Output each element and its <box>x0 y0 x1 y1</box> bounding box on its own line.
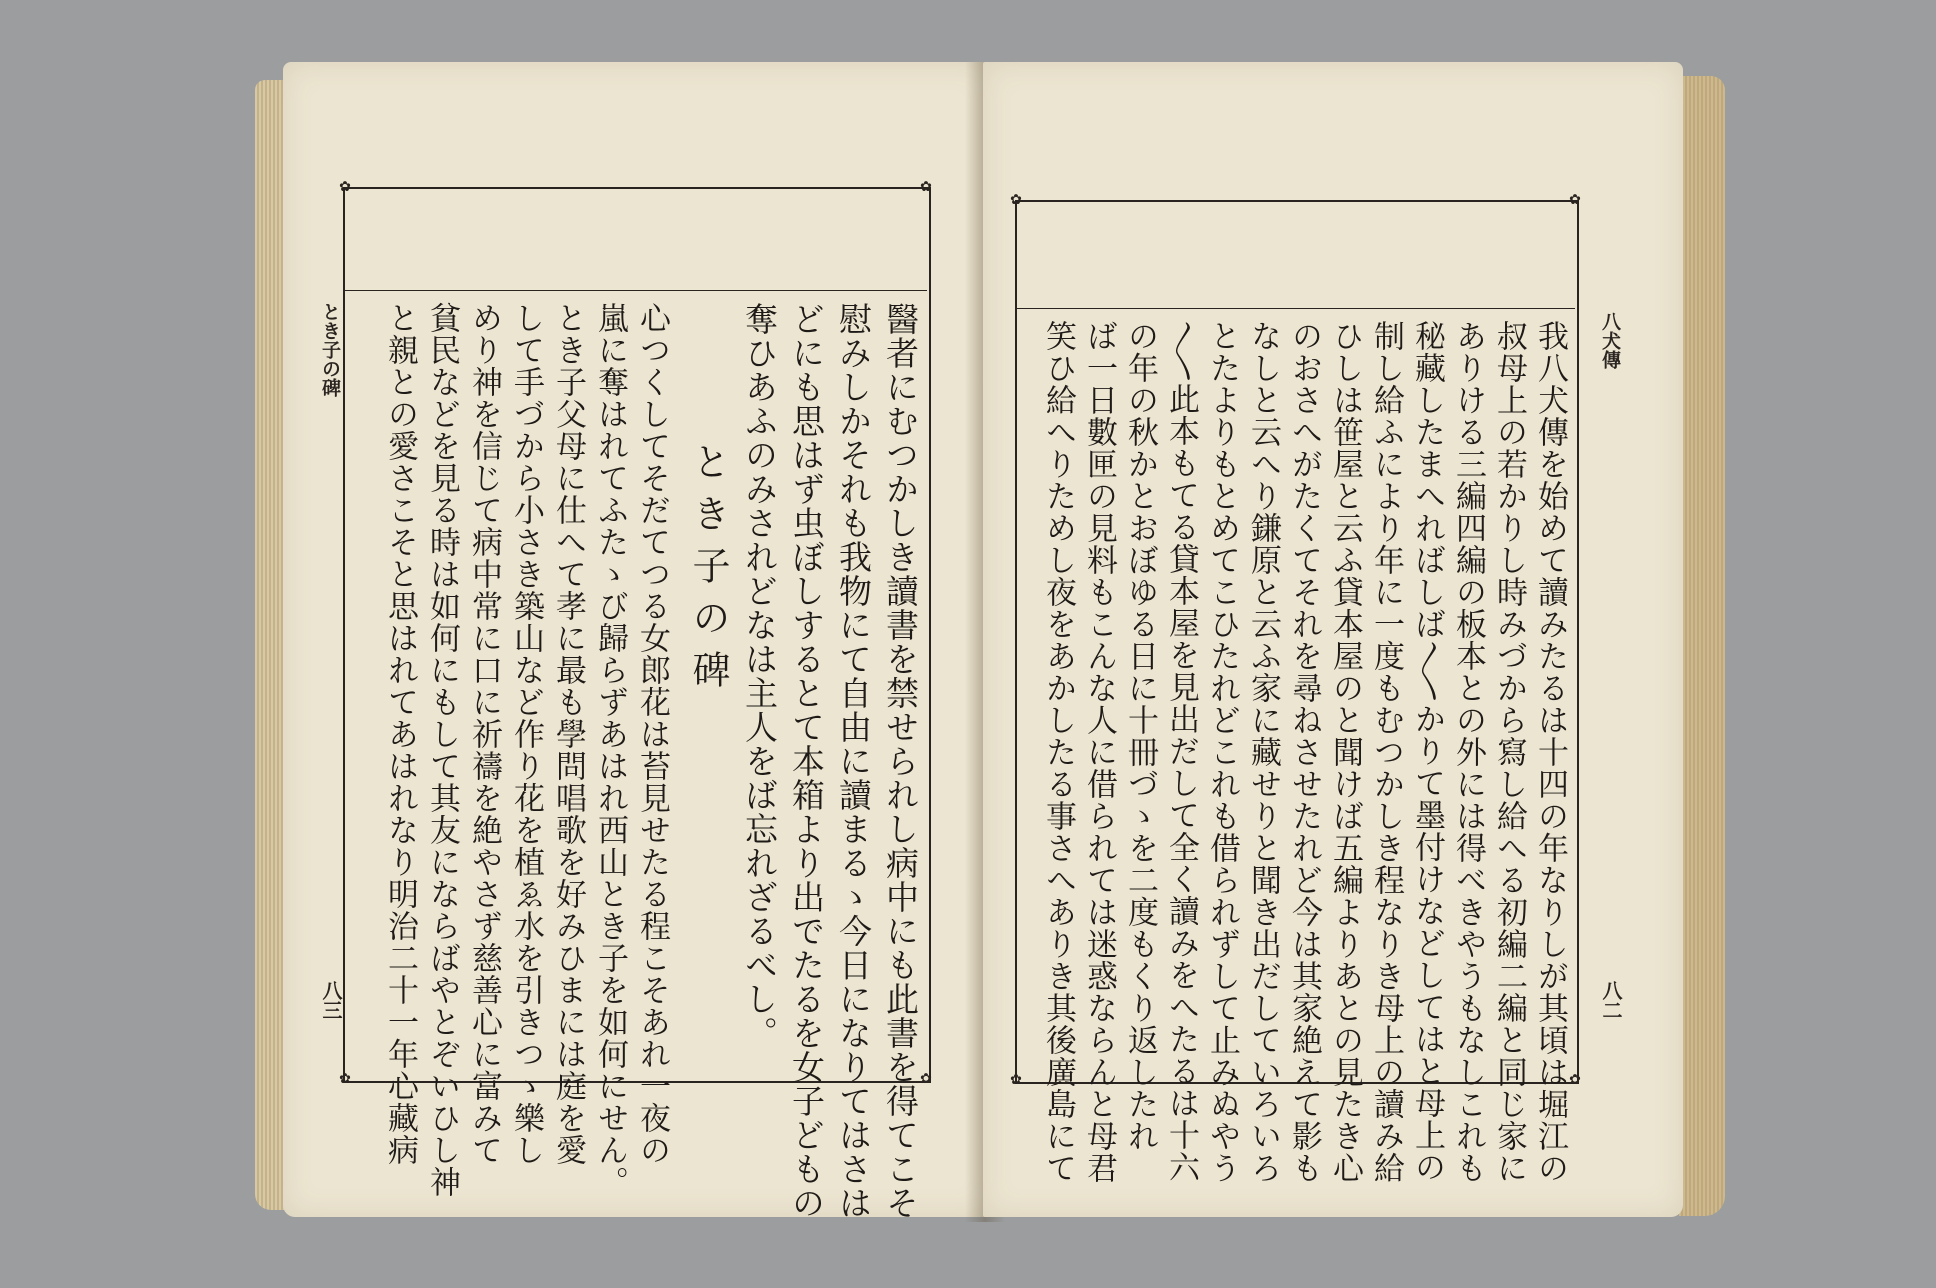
corner-ornament-icon: ✿ <box>920 1071 932 1087</box>
corner-ornament-icon: ✿ <box>1010 1072 1022 1088</box>
text-column: 叔母上の若かりし時みづから寫し給へる初編二編と同じ家に <box>1491 320 1527 1184</box>
right-header-rule <box>1017 308 1575 309</box>
text-column: どにも思はず虫ぼしするとて本箱より出でたるを女子どもの <box>787 302 826 1220</box>
running-head: 八犬傳 <box>1599 312 1621 369</box>
corner-ornament-icon: ✿ <box>339 179 351 195</box>
corner-ornament-icon: ✿ <box>920 179 932 195</box>
text-column: 嵐に奪はれてふたゝび歸らずあはれ西山とき子を如何にせん。 <box>592 302 628 1198</box>
page-number: 八三 <box>319 980 343 1020</box>
text-column: 我八犬傳を始めて讀みたるは十四の年なりしが其頃は堀江の <box>1532 320 1568 1184</box>
running-head: とき子の碑 <box>319 302 341 397</box>
text-column: の年の秋かとおぼゆる日に十冊づゝを二度もくり返したれ <box>1122 320 1158 1152</box>
text-column: ひしは笹屋と云ふ貸本屋のと聞けば五編よりあとの見たき心 <box>1327 320 1363 1184</box>
text-column: 秘藏したまへればしば〳〵かりて墨付けなどしてはと母上の <box>1409 320 1445 1183</box>
corner-ornament-icon: ✿ <box>1569 1072 1581 1088</box>
right-page <box>983 62 1683 1217</box>
open-book <box>255 62 1725 1232</box>
text-column: 慰みしかそれも我物にて自由に讀まるゝ今日になりてはさは <box>834 302 873 1220</box>
text-column: 心つくしてそだてつる女郎花は苔見せたる程こそあれ一夜の <box>634 302 670 1166</box>
text-column: ありける三編四編の板本との外には得べきやうもなしこれも <box>1450 320 1486 1184</box>
text-column: 奪ひあふのみされどなは主人をば忘れざるべし。 <box>740 302 779 1050</box>
text-column: 制し給ふにより年に一度もむつかしき程なりき母上の讀み給 <box>1368 320 1404 1184</box>
text-column: 貧民などを見る時は如何にもして其友にならばやとぞいひし神 <box>424 302 460 1198</box>
corner-ornament-icon: ✿ <box>339 1071 351 1087</box>
text-column: 醫者にむつかしき讀書を禁せられし病中にも此書を得てこそ <box>881 302 920 1220</box>
text-column: なしと云へり鎌原と云ふ家に藏せりと聞き出だしていろいろ <box>1245 320 1281 1184</box>
corner-ornament-icon: ✿ <box>1010 192 1022 208</box>
text-column: 笑ひ給へりためし夜をあかしたる事さへありき其後廣島にて <box>1040 320 1076 1184</box>
left-page <box>283 62 993 1220</box>
text-column: と親との愛さこそと思はれてあはれなり明治二十一年心藏病 <box>382 302 418 1166</box>
page-number: 八二 <box>1599 980 1623 1020</box>
text-column: のおさへがたくてそれを尋ねさせたれど今は其家絶えて影も <box>1286 320 1322 1184</box>
section-title: とき子の碑 <box>686 442 730 702</box>
corner-ornament-icon: ✿ <box>1569 192 1581 208</box>
left-header-rule <box>345 290 927 291</box>
text-column: 〳〵此本もてる貸本屋を見出だして全く讀みをへたるは十六 <box>1163 320 1199 1183</box>
text-column: とき子父母に仕へて孝に最も學問唱歌を好みひまには庭を愛 <box>550 302 586 1166</box>
book-edge-right <box>1679 76 1725 1216</box>
text-column: して手づから小さき築山など作り花を植ゑ水を引きつゝ樂し <box>508 302 544 1166</box>
text-column: ば一日數匣の見料もこんな人に借られては迷惑ならんと母君 <box>1081 320 1117 1184</box>
text-column: めり神を信じて病中常に口に祈禱を絶やさず慈善心に富みて <box>466 302 502 1166</box>
text-column: とたよりもとめてこひたれどこれも借られずして止みぬやう <box>1204 320 1240 1184</box>
